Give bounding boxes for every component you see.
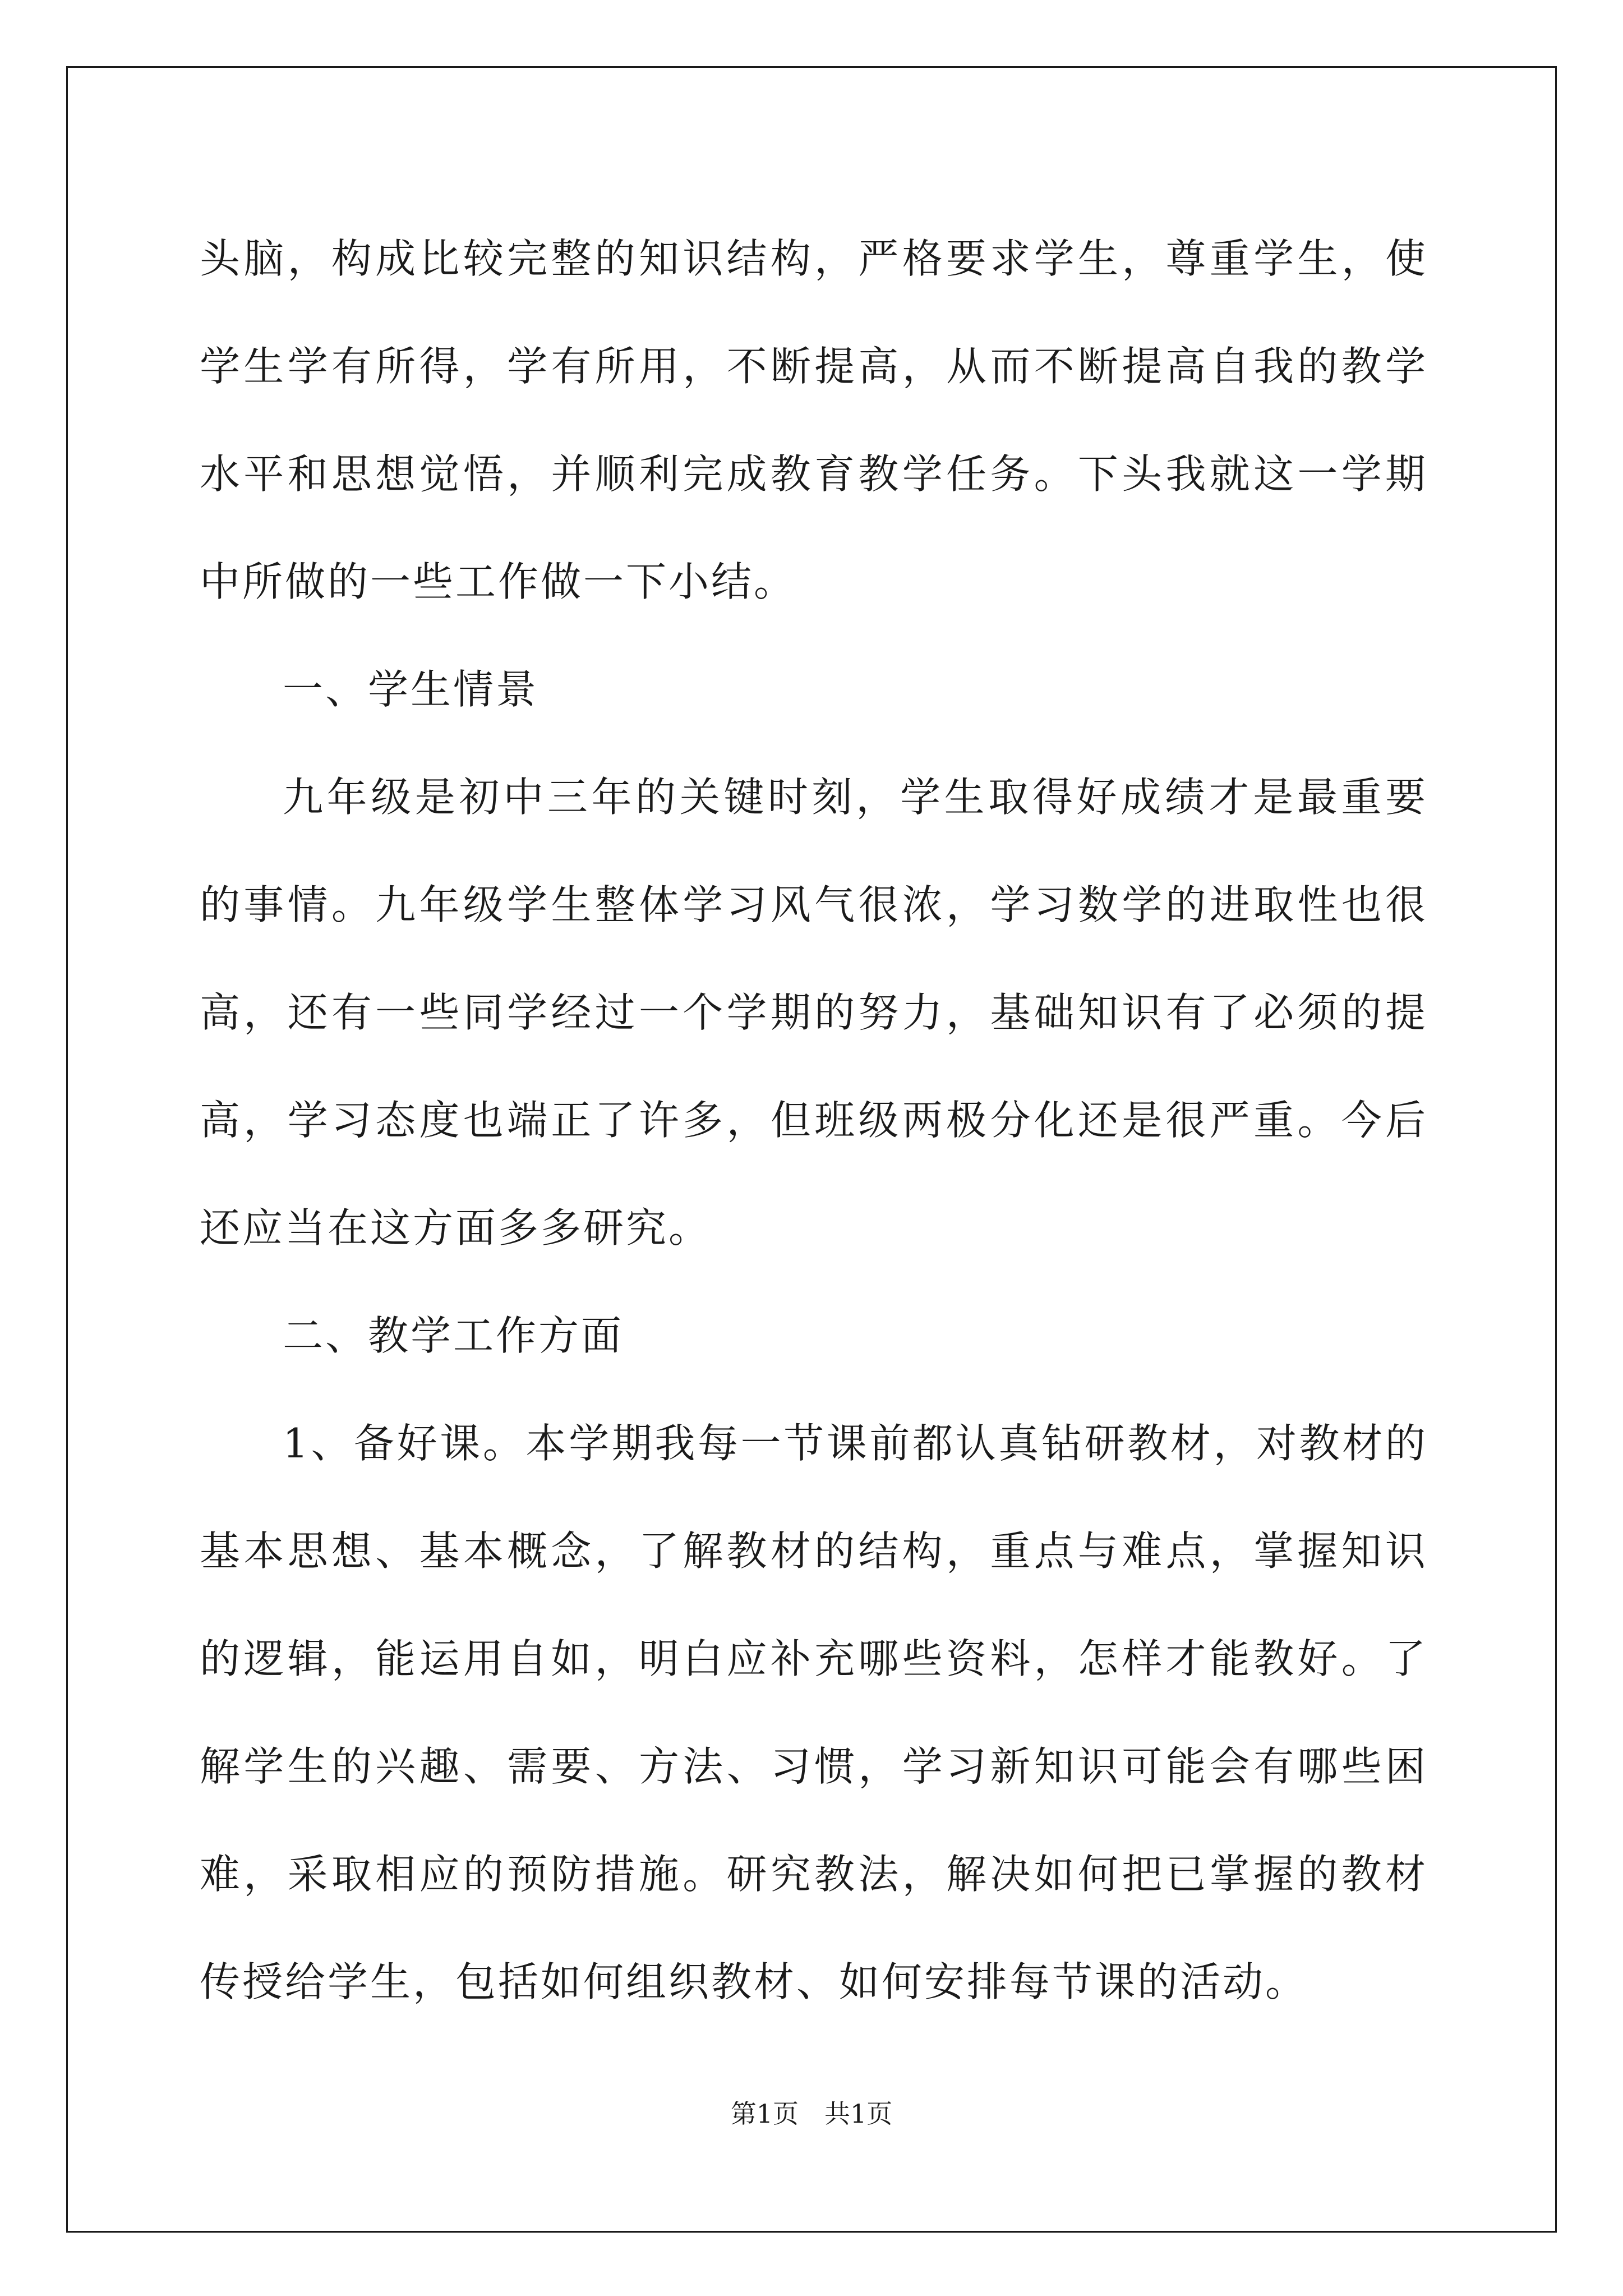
paragraph-lesson-prep: 1、备好课。本学期我每一节课前都认真钻研教材，对教材的基本思想、基本概念，了解教材的结构，重点与难点，掌握知识的逻辑，能运用自如，明白应补充哪些资料，怎样才能教好。了解学生的兴趣、需要、方法、习惯，学习新知识可能会有哪些困难，采取相应的预防措施。研究教法，解决如何把已掌握的教材传授给学生，包括如何组织教材、如何安排每节课的活动。 <box>200 1420 1428 2005</box>
page-footer: 第1页 共1页 <box>730 2099 893 2129</box>
document-body <box>200 205 1428 2036</box>
paragraph-students: 九年级是初中三年的关键时刻，学生取得好成绩才是最重要的事情。九年级学生整体学习风气很浓，学习数学的进取性也很高，还有一些同学经过一个学期的努力，基础知识有了必须的提高，学习态度也端正了许多，但班级两极分化还是很严重。今后还应当在这方面多多研究。 <box>200 774 1428 1251</box>
section-heading-teaching: 二、教学工作方面 <box>283 1312 624 1359</box>
section-heading-students: 一、学生情景 <box>283 666 539 713</box>
paragraph-intro: 头脑，构成比较完整的知识结构，严格要求学生，尊重学生，使学生学有所得，学有所用，不断提高，从而不断提高自我的教学水平和思想觉悟，并顺利完成教育教学任务。下头我就这一学期中所做的一些工作做一下小结。 <box>200 235 1428 605</box>
